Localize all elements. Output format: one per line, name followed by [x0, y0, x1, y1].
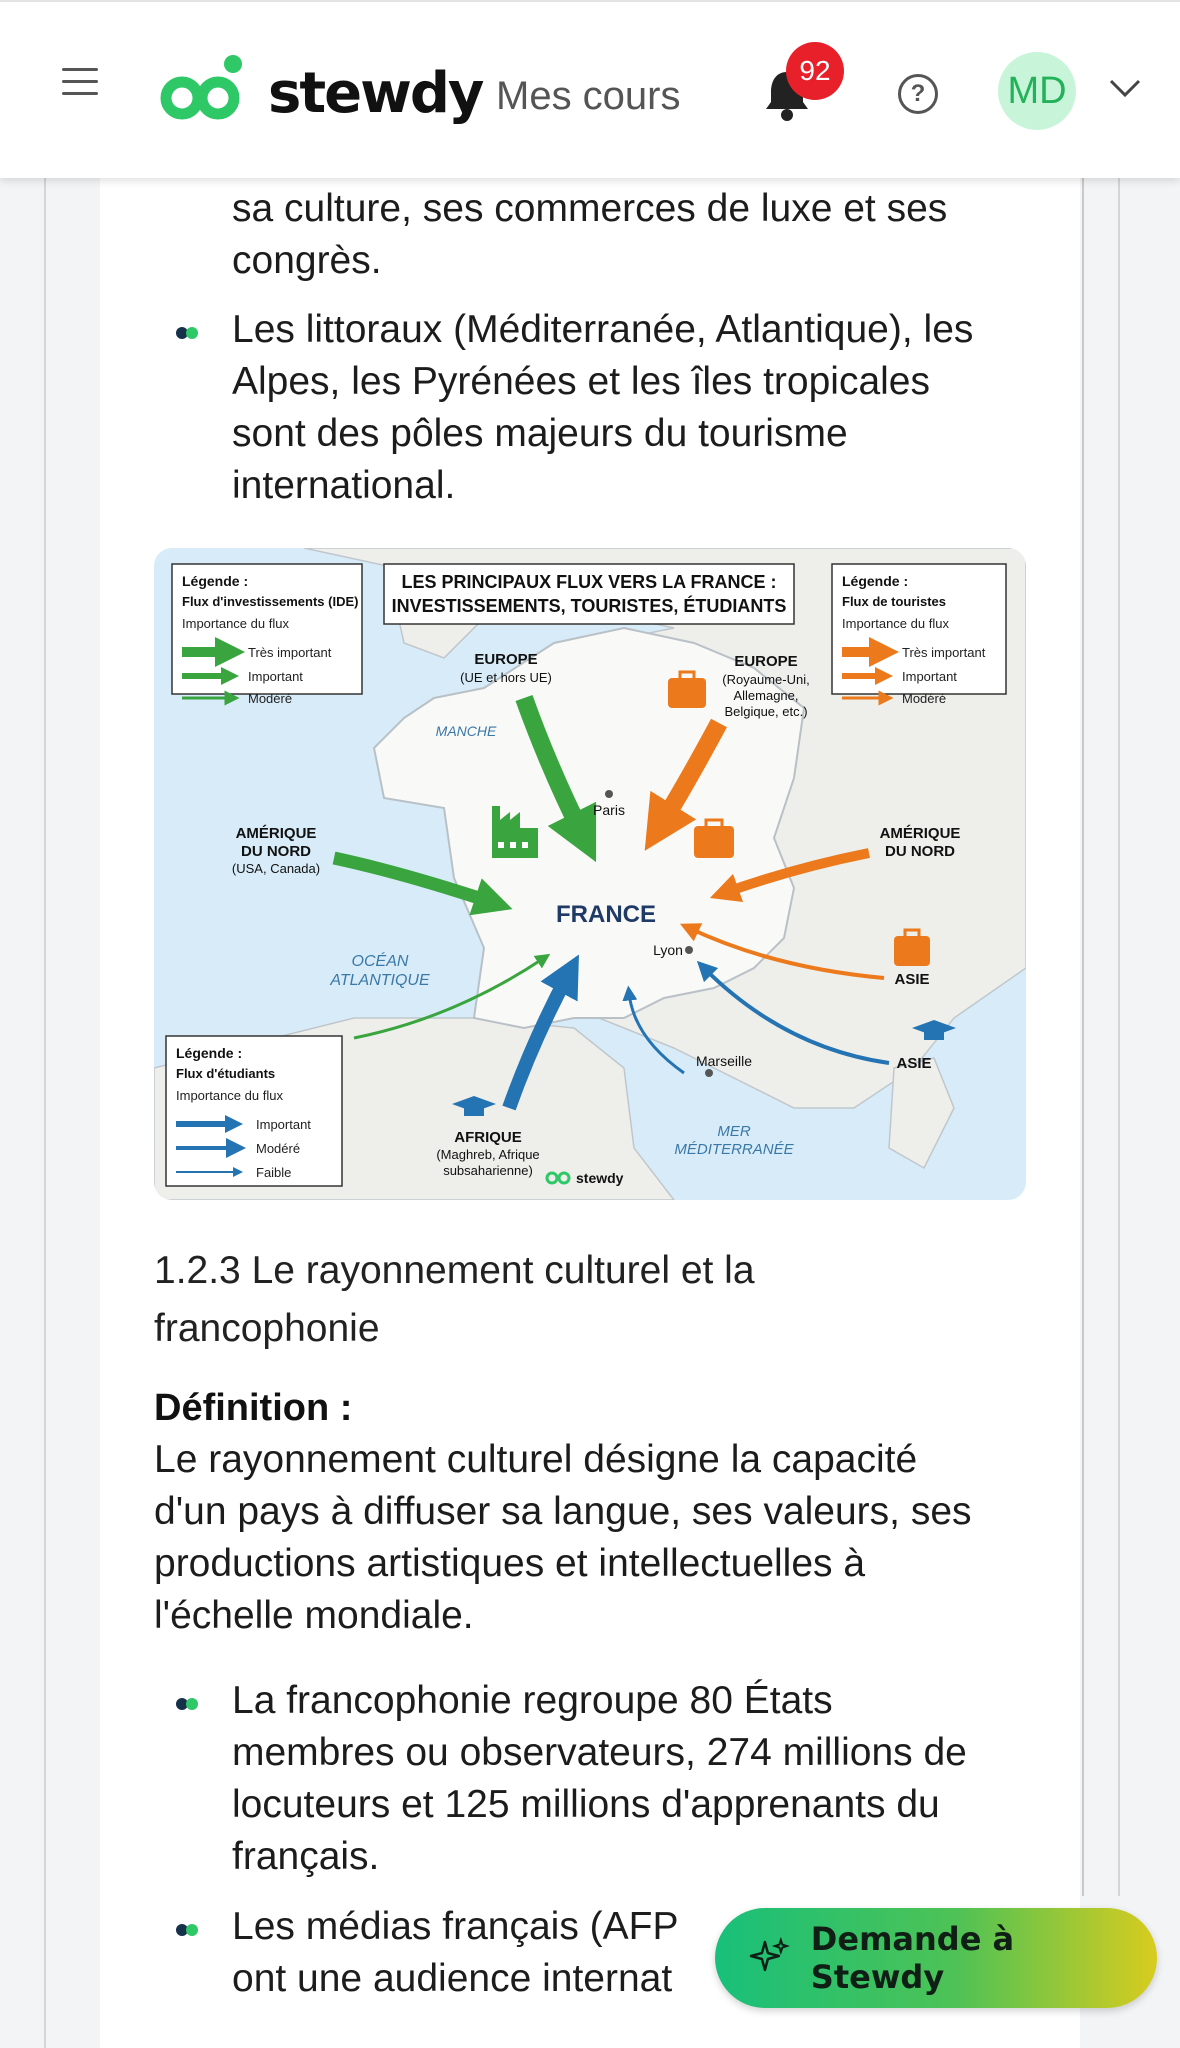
label-afrique: AFRIQUE	[454, 1129, 522, 1146]
legend-ide-item: Important	[248, 669, 303, 684]
label-europe-ide: EUROPE	[474, 651, 538, 668]
legend-touristes-caption: Importance du flux	[842, 616, 949, 631]
label-europe-tourism-sub: Allemagne,	[733, 688, 799, 703]
label-amerique-east: DU NORD	[885, 843, 955, 860]
menu-icon[interactable]	[62, 68, 98, 96]
label-afrique-sub: subsaharienne)	[443, 1163, 533, 1178]
label-france: FRANCE	[556, 901, 656, 928]
legend-ide-item: Très important	[248, 645, 332, 660]
ask-stewdy-label: Demande à Stewdy	[810, 1920, 1015, 1996]
list-item-line: ont une audience internat	[232, 1957, 673, 2000]
list-item-line: sont des pôles majeurs du tourisme	[232, 412, 848, 455]
label-amerique-east: AMÉRIQUE	[879, 825, 961, 842]
chevron-down-icon[interactable]	[1108, 76, 1142, 100]
paris-dot	[605, 790, 613, 798]
label-lyon: Lyon	[653, 942, 683, 958]
ask-stewdy-button[interactable]	[715, 1908, 1157, 2008]
list-item-line: Les littoraux (Méditerranée, Atlantique), les	[232, 308, 974, 351]
list-item-line: français.	[232, 1835, 380, 1878]
legend-touristes-item: Modéré	[902, 691, 947, 706]
legend-etudiants-item: Important	[256, 1117, 311, 1132]
legend-ide-subtitle: Flux d'investissements (IDE)	[182, 594, 359, 609]
map-watermark: stewdy	[576, 1170, 624, 1186]
avatar[interactable]: MD	[998, 52, 1076, 130]
legend-touristes-item: Très important	[902, 645, 986, 660]
label-marseille: Marseille	[695, 1053, 753, 1069]
definition-line: d'un pays à diffuser sa langue, ses valeurs, ses	[154, 1490, 972, 1533]
section-heading-line: francophonie	[154, 1307, 380, 1350]
label-manche: MANCHE	[435, 723, 497, 739]
definition-line: l'échelle mondiale.	[154, 1594, 474, 1637]
legend-etudiants-caption: Importance du flux	[176, 1088, 283, 1103]
list-item-line: international.	[232, 464, 456, 507]
list-item-line: La francophonie regroupe 80 États	[232, 1679, 833, 1722]
legend-ide-caption: Importance du flux	[182, 616, 289, 631]
list-item-line: Les médias français (AFP	[232, 1905, 679, 1948]
section-heading	[154, 1242, 914, 1358]
legend-touristes-subtitle: Flux de touristes	[842, 594, 947, 609]
notification-badge: 92	[786, 42, 844, 100]
map-title-line2: INVESTISSEMENTS, TOURISTES, ÉTUDIANTS	[391, 596, 787, 616]
help-icon[interactable]: ?	[898, 74, 938, 114]
legend-etudiants-subtitle: Flux d'étudiants	[176, 1066, 276, 1081]
label-asie-tourism: ASIE	[894, 971, 930, 988]
legend-touristes-item: Important	[902, 669, 957, 684]
legend-touristes-title: Légende :	[842, 573, 909, 589]
legend-ide-title: Légende :	[182, 573, 249, 589]
paragraph-line: congrès.	[232, 239, 382, 282]
definition-line: Le rayonnement culturel désigne la capacité	[154, 1438, 918, 1481]
page-title: Mes cours	[496, 74, 681, 118]
legend-etudiants-item: Faible	[256, 1165, 292, 1180]
label-europe-tourism-sub: (Royaume-Uni,	[722, 672, 810, 687]
label-mer: MER	[717, 1123, 751, 1140]
marseille-dot	[705, 1069, 713, 1077]
flux-map-svg	[154, 548, 1026, 1200]
flux-map	[154, 548, 1026, 1200]
label-mer: MÉDITERRANÉE	[674, 1141, 794, 1158]
list-item-line: locuteurs et 125 millions d'apprenants du	[232, 1783, 940, 1826]
label-asie-etudiants: ASIE	[896, 1055, 932, 1072]
section-heading-line: 1.2.3 Le rayonnement culturel et la	[154, 1249, 755, 1292]
label-europe-tourism-sub: Belgique, etc.)	[724, 704, 808, 719]
legend-ide-item: Modéré	[248, 691, 293, 706]
label-amerique-west-sub: (USA, Canada)	[231, 861, 321, 876]
label-paris: Paris	[593, 802, 625, 818]
bullet-icon	[176, 1924, 198, 1936]
bullet-icon	[176, 1698, 198, 1710]
list-item-line: membres ou observateurs, 274 millions de	[232, 1731, 967, 1774]
label-afrique-sub: (Maghreb, Afrique	[436, 1147, 540, 1162]
label-ocean: ATLANTIQUE	[330, 972, 430, 989]
label-amerique-west: AMÉRIQUE	[235, 825, 317, 842]
stewdy-logo-icon[interactable]	[160, 54, 246, 126]
label-amerique-west: DU NORD	[241, 843, 311, 860]
label-europe-tourism: EUROPE	[734, 653, 798, 670]
map-title-line1: LES PRINCIPAUX FLUX VERS LA FRANCE :	[401, 572, 777, 592]
logo-text[interactable]: stewdy	[268, 61, 483, 126]
left-frame	[44, 176, 102, 2048]
sparkle-icon	[747, 1936, 791, 1980]
label-europe-ide-sub: (UE et hors UE)	[460, 670, 552, 685]
right-frame	[1082, 176, 1120, 1896]
label-ocean: OCÉAN	[351, 953, 409, 970]
definition-line: productions artistiques et intellectuelles à	[154, 1542, 866, 1585]
bullet-icon	[176, 327, 198, 339]
definition-title: Définition :	[154, 1387, 353, 1429]
legend-etudiants-title: Légende :	[176, 1045, 243, 1061]
legend-etudiants-item: Modéré	[256, 1141, 301, 1156]
top-bar	[0, 0, 1180, 178]
list-item-line: Alpes, les Pyrénées et les îles tropicales	[232, 360, 931, 403]
lyon-dot	[685, 946, 693, 954]
paragraph-line: sa culture, ses commerces de luxe et ses	[232, 187, 948, 230]
